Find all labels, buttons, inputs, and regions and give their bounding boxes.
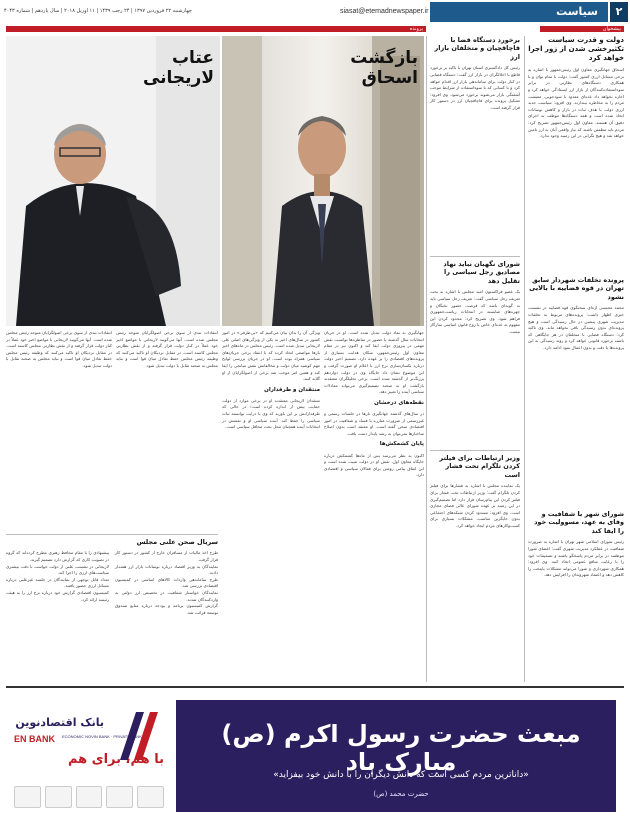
column-article-6 [6,330,112,530]
headline-col2b: شورای نگهبان نباید نهاد مصادیق رجل سیاسی را تقلیل دهد [443,260,520,285]
service-badge-icon [76,786,103,808]
ad-hadith: حضرت محمد (ص) [373,790,429,798]
body-col2b: یک عضو فراکسیون امید مجلس با اشاره به بحث تعریف رجل سیاسی گفت: تعریف رجل سیاسی باید به گونه‌ای باشد که فرصت حضور نخبگان و چهره‌های شایسته در انتخابات ریاست‌جمهوری فراهم شود. وی تصریح کرد: محدود کردن این مفهوم به عده‌ای خاص با روح قانون اساسی سازگار نیست. [430,289,520,334]
column-news-2a [430,36,520,254]
column-news-1b [528,276,624,506]
ad-quote: «داناترین مردم کسی است که دانش دیگران را با دانش خود بیفزاید» [273,770,529,780]
issue-meta: چهارشنبه ۲۲ فروردین ۱۳۹۷ | ۲۴ رجب ۱۴۳۹ | ۱۱ آوریل ۲۰۱۸ | سال یازدهم | شماره ۴۰۴۳ [4,8,192,14]
bullet-item: کمیسیون اقتصادی گزارش خود درباره نرخ ارز را به هیئت رئیسه ارائه کرد. [6,590,109,602]
body-col1c: رئیس شورای اسلامی شهر تهران با اشاره به ضرورت شفافیت در عملکرد مدیریت شهری گفت: اعضای شورا موظفند در برابر مردم پاسخگو باشند و تصمیمات خود را با رعایت منافع عمومی اتخاذ کنند. وی افزود: همکاری شهرداری و شورا می‌تواند مشکلات پایتخت را کاهش دهد و اعتماد شهروندان را افزایش دهد. [528,539,624,578]
column-divider [426,36,427,682]
body-col4-2: منتقدان لاریجانی معتقدند او در برخی موارد از دولت حمایت بیش از اندازه کرده است؛ در حالی که طرفدارانش بر این باورند که وی با درایت توانسته ثبات سیاسی را حفظ کند. آینده سیاسی او و نقشش در انتخابات آینده همچنان محل بحث محافل سیاسی است. [222,397,320,430]
column-news-1 [528,36,624,272]
service-badge-icon [106,786,133,808]
body-col3-3: اکنون به نظر می‌رسد پس از ماه‌ها کشمکش درباره جایگاه معاون اول، نقش او در دولت تثبیت شده است و این اتفاق پیامی روشن برای فعالان سیاسی و اقتصادی دارد. [324,452,424,478]
service-badge-icon [14,786,41,808]
bullet-item: نمایندگان به وزیر اقتصاد درباره نوسانات بازار ارز هشدار دادند. [115,563,218,576]
photo-title-jahangiri: بازگشت اسحاق [350,48,418,88]
body-col2a: رئیس کل دادگستری استان تهران با تاکید بر برخورد قاطع با اخلالگران در بازار ارز گفت: دستگاه قضایی در کنار دولت برای ساماندهی بازار ارز اقدام خواهد کرد و با کسانی که با سوءاستفاده از شرایط موجب آشفتگی بازار می‌شوند برخورد می‌شود. وی افزود: تشکیل پرونده برای قاچاقچیان ارز در دستور کار قرار گرفته است. [430,65,520,110]
ad-title: مبعث حضرت رسول اکرم (ص) مبارک باد [221,720,581,776]
bullet-item: لاریجانی در نشست علنی از دولت خواست با دقت بیشتری سیاست‌های ارزی را اجرا کند. [6,563,109,576]
bullet-item: طرح اخذ مالیات از مسافران خارج از کشور در دستور کار قرار گرفت. [115,550,218,563]
headline-col1b: پرونده تخلفات شهردار سابق تهران در قوه قضاییه با بالایی نشود [529,276,624,301]
bullet-item: تعداد قابل توجهی از نمایندگان در جلسه غیرعلنی درباره مسائل ارزی حضور یافتند. [6,576,109,589]
masthead [0,0,630,24]
bullet-item: طرح ساماندهی واردات کالاهای اساسی در کمیسیون اقتصادی بررسی شد. [115,576,218,589]
column-article-3 [324,330,424,682]
photo-jahangiri [222,36,424,326]
body-col3: جهانگیری به نماد دولت تبدیل شده است. او در جریان انتخابات سال گذشته با حضور در مناظره‌ها توانست نقش مهمی در پیروزی دولت ایفا کند و اکنون نیز در مقام معاون اول رئیس‌جمهور، سکان هدایت بسیاری از پرونده‌های اقتصادی را بر عهده دارد. تصمیم اخیر دولت درباره یکسان‌سازی نرخ ارز با اعلام او صورت گرفت و این موضوع نشان داد جایگاه وی در دولت دوازدهم پررنگ‌تر از گذشته شده است. برخی تحلیلگران معتقدند بازگشت او به صحنه تصمیم‌گیری می‌تواند معادلات سیاسی آینده را تغییر دهد. [324,330,424,395]
subhead-col3-1: نقطه‌های درخشان [374,399,424,406]
page-number: ۲ [610,2,628,22]
headline-col1: دولت و قدرت سیاست تکثیرخشی شدن از زور اجرا خواهد کرد [528,36,624,63]
column-news-2c [430,454,520,682]
body-col1: اسحاق جهانگیری معاون اول رئیس‌جمهور با اشاره به برخی مسائل ارزی کشور گفت: دولت با تمام توان و با همکاری دستگاه‌های نظارتی در برابر سوءاستفاده‌کنندگان از بازار ارز ایستادگی خواهد کرد و اجازه نخواهد داد عده‌ای معدود با سودجویی، معیشت مردم را به مخاطره بیندازند. وی افزود: سیاست جدید ارزی دولت با هدف ثبات در بازار و کاهش نوسانات اتخاذ شده است و همه دستگاه‌ها موظف به اجرای دقیق آن هستند. معاون اول رئیس‌جمهور تصریح کرد: مردم باید مطمئن باشند که نیاز واقعی آنان به ارز تامین خواهد شد و هیچ نگرانی در این زمینه وجود ندارد. [528,67,624,139]
section-email[interactable]: siasat@etemadnewspaper.ir [340,8,429,15]
body-col4: ویژگی آن را بدان بیان می‌کنیم که «بی‌طرفی» در امور کشور در سال‌های اخیر به یکی از ویژگی‌های اصلی علی لاریجانی تبدیل شده است. رئیس مجلس در ماه‌های اخیر بارها مواضعی اتخاذ کرده که با انتقاد برخی جریان‌های سیاسی همراه بوده است. او در جریان بررسی لوایح مهم کوشید میان دولت و مخالفانش نقش میانجی را ایفا کند و همین امر موجب شد برخی از اصولگرایان از او گلایه کنند. [222,330,320,382]
subhead-col4: منتقدان و طرفداران [264,386,320,393]
photo-title-larijani: عتاب لاریجانی [142,48,214,88]
headline-col1c: شورای شهر با شفافیت و وفای به عهد، مسوولیت خود را ایفا کند [534,510,624,535]
row-divider [6,534,218,535]
bank-name-fa: بانک اقتصادنوین [15,716,104,729]
body-col5: انتقادات تندی از سوی برخی اصولگرایان متوجه رئیس مجلس شده است. آنها می‌گویند لاریجانی با مواضع اخیر خود عملاً در کنار دولت قرار گرفته و از نقش نظارتی مجلس کاسته است. در مقابل نزدیکان او تاکید می‌کنند که وظیفه رئیس مجلس حفظ تعادل میان قوا است و نباید مجلس به صحنه تقابل با دولت تبدیل شود. [116,330,218,368]
body-col2c: یک نماینده مجلس با اشاره به فشارها برای فیلتر کردن تلگرام گفت: وزیر ارتباطات تحت فشار برای فیلتر کردن این پیام‌رسان قرار دارد اما تصمیم‌گیری در این زمینه بر عهده شورای عالی فضای مجازی است. وی افزود: مسدود کردن شبکه‌های اجتماعی بدون جایگزین مناسب، مشکلات بسیاری برای کسب‌وکارهای مردم ایجاد خواهد کرد. [430,483,520,528]
subhead-parliament: سریال صحن علنی مجلس [136,538,218,546]
body-col1b: محمد محسنی اژه‌ای سخنگوی قوه قضاییه در نشست خبری اظهار داشت: پرونده‌های مربوط به تخلفات مدیریت شهری پیشین در حال رسیدگی است و هیچ پرونده‌ای بدون رسیدگی باقی نخواهد ماند. وی تاکید کرد: دستگاه قضایی با متخلفان در هر جایگاهی که باشند برخورد قانونی خواهد کرد و روند رسیدگی به این پرونده‌ها با دقت و بدون اعمال نفوذ ادامه دارد. [528,305,624,350]
bank-name-en: EN BANK [14,734,56,744]
headline-col2c: وزیر ارتباطات برای فیلتر کردن تلگرام تحت فشار است [439,454,520,479]
body-col3-2: در سال‌های گذشته جهانگیری بارها در جلسات رسمی و غیررسمی از ضرورت مبارزه با فساد و شفافیت در امور اقتصادی سخن گفته است. او معتقد است بدون اصلاح ساختارها نمی‌توان به رشد پایدار دست یافت. [324,411,424,436]
row-divider [430,256,520,257]
column-article-4 [222,330,320,682]
photo-larijani [6,36,220,326]
bullet-item: گزارش کمیسیون برنامه و بودجه درباره منابع صندوق توسعه قرائت شد. [115,603,218,615]
bank-slogan: با هم، برای هم [67,752,164,767]
service-badge-icon [137,786,164,808]
service-badge-icon [45,786,72,808]
bullet-item: پیشنهادی را با مقام محافظ رهبری مطرح کرده‌اند که گروه در تصویب کاری که گزارش دارد تصمیم گیرند. [6,550,109,563]
column-news-1c [528,510,624,682]
column-news-2b [430,260,520,448]
row-divider [430,450,520,451]
ad-divider [6,686,624,688]
parliament-bullets [6,550,218,616]
parliament-box [6,538,218,682]
column-divider [524,36,525,682]
label-parvandeh: پرونده [6,26,426,32]
subhead-col3-2: پایان کشمکش‌ها [379,441,424,448]
bank-service-badges [14,786,164,808]
body-col5b: انتقادات تندی از سوی برخی اصولگرایان متوجه رئیس مجلس شده است. آنها می‌گویند لاریجانی با مواضع اخیر خود عملاً در کنار دولت قرار گرفته و از نقش نظارتی مجلس کاسته است. در مقابل نزدیکان او تاکید می‌کنند که وظیفه رئیس مجلس حفظ تعادل میان قوا است و نباید مجلس به صحنه تقابل با دولت تبدیل شود. [6,330,112,368]
bullets-right [115,550,218,616]
headline-col2a: برخورد دستگاه قضا با قاچاقچیان و متخلفان بازار ارز [434,36,520,61]
label-pishkhan: پیشخوان [540,26,624,32]
bullet-item: نمایندگان خواستار شفافیت در تخصیص ارز دولتی به واردکنندگان شدند. [115,590,218,602]
bullets-left [6,550,109,616]
bank-name-en-sub: ECONOMIC NOVIN BANK · PRIVATE BANK [62,734,142,739]
section-title: سیاست [430,2,608,22]
